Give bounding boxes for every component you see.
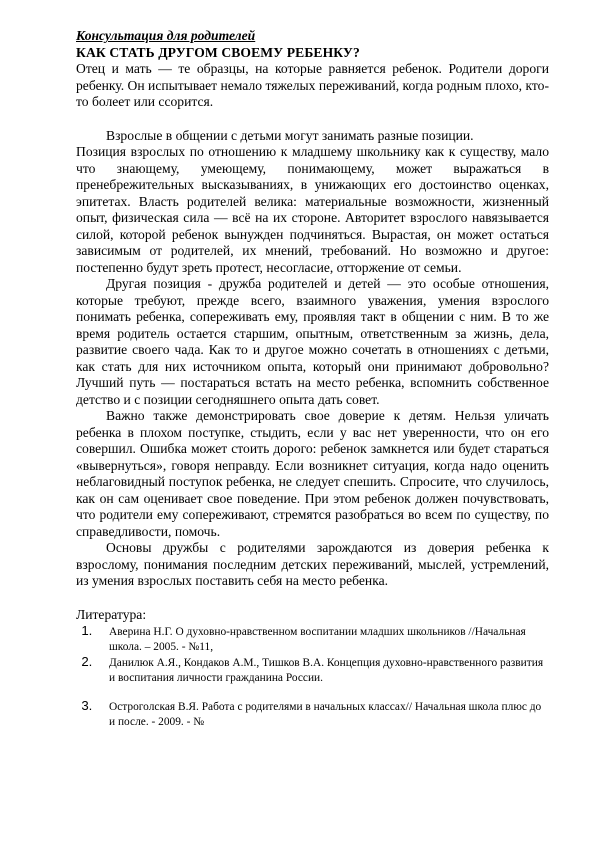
positions-intro-paragraph: Взрослые в общении с детьми могут занимать разные позиции. (106, 127, 474, 143)
literature-list (76, 624, 549, 730)
literature-item: 2. Данилюк А.Я., Кондаков А.М., Тишков В.А. Концепция духовно-нравственного развития и воспитания личности гражданина России. (96, 655, 549, 685)
document-title: КАК СТАТЬ ДРУГОМ СВОЕМУ РЕБЕНКУ? (76, 44, 360, 60)
friendship-position-paragraph: Другая позиция - дружба родителей и детей — это особые отношения, которые требуют, прежде всего, взаимного уважения, умения взрослого понимать ребенка, сопереживать ему, проявляя такт в общении с ним. В то же время родитель остается старшим, опытным, ответственным за жизнь, дела, развитие своего чада. Как то и другое можно сочетать в отношениях с детьми, как стать для них источником опыта, который они принимают добровольно? Лучший путь — постараться встать на место ребенка, вспомнить собственное детство и с позиции сегодняшнего опыта дать совет. (76, 276, 549, 407)
authority-position-paragraph: Позиция взрослых по отношению к младшему школьнику как к существу, мало что знающему, умеющему, понимающему, может выражаться в пренебрежительных высказываниях, в унижающих его достоинство оценках, эпитетах. Власть родителей велика: материальные возможности, жизненный опыт, физическая сила — всё на их стороне. Авторитет взрослого навязывается силой, которой ребенок вынужден подчиняться. Вырастая, он может остаться зависимым от родителей, их мнений, требований. Но возможно и другое: постепенно будут зреть протест, несогласие, отторжение от семьи. (76, 144, 549, 275)
literature-heading: Литература: (76, 606, 147, 622)
trust-paragraph: Важно также демонстрировать свое доверие к детям. Нельзя уличать ребенка в плохом поступке, стыдить, если у вас нет уверенности, что он его совершил. Ошибка может стоить дорого: ребенок замкнется или будет стараться «вывернуться», говоря неправду. Если возникнет ситуация, когда надо оценить неблаговидный поступок ребенка, не следует спешить. Спросите, что случилось, как он сам оценивает свое поведение. При этом ребенок должен почувствовать, что родители ему сопереживают, стремятся разобраться во всем по существу, по справедливости, помочь. (76, 408, 549, 539)
document-header: Консультация для родителей (76, 28, 256, 43)
literature-item: 1. Аверина Н.Г. О духовно-нравственном воспитании младших школьников //Начальная школа. – 2005. - №11, (96, 624, 549, 654)
intro-paragraph: Отец и мать — те образцы, на которые равняется ребенок. Родители дороги ребенку. Он испытывает немало тяжелых переживаний, когда родным плохо, кто-то болеет или ссорится. (76, 61, 549, 109)
literature-item: 3. Остроголская В.Я. Работа с родителями в начальных классах// Начальная школа плюс до и после. - 2009. - № (96, 699, 549, 729)
conclusion-paragraph: Основы дружбы с родителями зарождаются из доверия ребенка к взрослому, понимания последним детских переживаний, мыслей, устремлений, из умения взрослых поставить себя на место ребенка. (76, 540, 549, 588)
